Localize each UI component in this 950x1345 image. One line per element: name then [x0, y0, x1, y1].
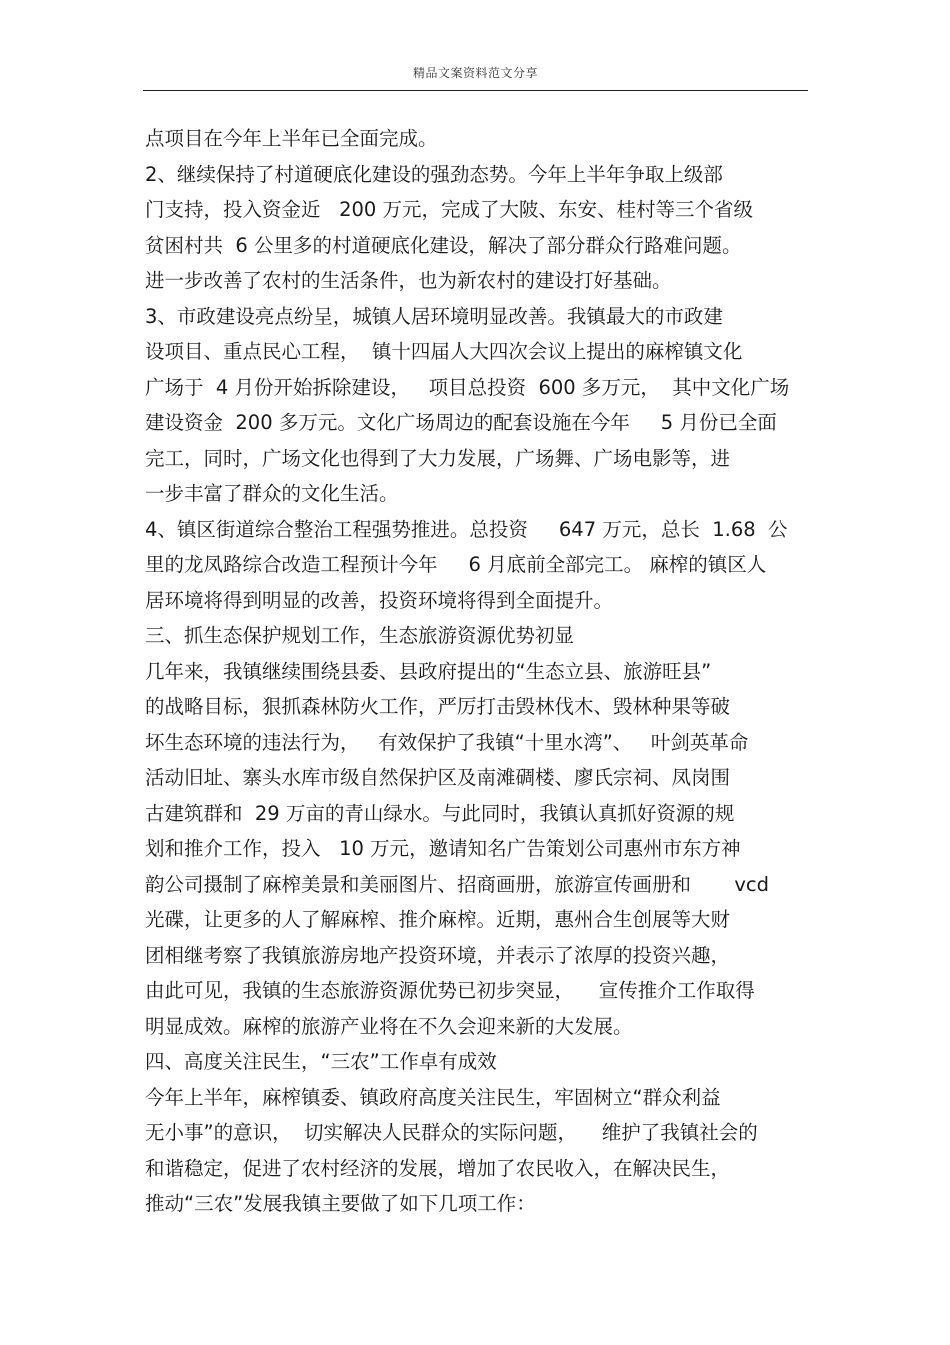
text-line: 推动“三农”发展我镇主要做了如下几项工作： [145, 1192, 536, 1215]
text-line: 活动旧址、寨头水库市级自然保护区及南滩碉楼、廖氏宗祠、凤岗围 [145, 766, 731, 789]
text-line: 门支持，投入资金近 200 万元，完成了大陂、东安、桂村等三个省级 [145, 198, 754, 221]
text-line: 建设资金 200 多万元。文化广场周边的配套设施在今年 5 月份已全面 [145, 411, 777, 434]
document-body [145, 121, 813, 1222]
text-line: 今年上半年，麻榨镇委、镇政府高度关注民生，牢固树立“群众利益 [145, 1085, 721, 1109]
text-line: 4、镇区街道综合整治工程强势推进。总投资 647 万元，总长 1.68 公 [145, 517, 788, 541]
text-line: 由此可见，我镇的生态旅游资源优势已初步突显， 宣传推介工作取得 [145, 979, 755, 1002]
text-line: 居环境将得到明显的改善，投资环境将得到全面提升。 [145, 588, 614, 612]
section-heading: 三、抓生态保护规划工作，生态旅游资源优势初显 [145, 624, 575, 647]
text-line: 团相继考察了我镇旅游房地产投资环境，并表示了浓厚的投资兴趣， [145, 943, 731, 967]
text-line: 点项目在今年上半年已全面完成。 [145, 127, 438, 150]
text-line: 广场于 4 月份开始拆除建设， 项目总投资 600 多万元， 其中文化广场 [145, 375, 790, 399]
text-line: 明显成效。麻榨的旅游产业将在不久会迎来新的大发展。 [145, 1014, 633, 1038]
text-line: 里的龙凤路综合改造工程预计今年 6 月底前全部完工。 麻榨的镇区人 [145, 553, 767, 576]
page-header: 精品文案资料范文分享 [412, 66, 538, 80]
header-divider [143, 90, 808, 91]
text-line: 和谐稳定，促进了农村经济的发展，增加了农民收入，在解决民生， [145, 1156, 731, 1180]
text-line: 贫困村共 6 公里多的村道硬底化建设，解决了部分群众行路难问题。 [145, 233, 742, 257]
text-line: 3、市政建设亮点纷呈，城镇人居环境明显改善。我镇最大的市政建 [145, 304, 723, 328]
text-line: 韵公司摄制了麻榨美景和美丽图片、招商画册，旅游宣传画册和 vcd [145, 872, 770, 896]
text-line: 坏生态环境的违法行为， 有效保护了我镇“十里水湾”、 叶剑英革命 [145, 730, 749, 754]
text-line: 进一步改善了农村的生活条件，也为新农村的建设打好基础。 [145, 269, 672, 292]
text-line: 无小事”的意识， 切实解决人民群众的实际问题， 维护了我镇社会的 [145, 1121, 758, 1144]
text-line: 一步丰富了群众的文化生活。 [145, 482, 399, 505]
text-line: 古建筑群和 29 万亩的青山绿水。与此同时，我镇认真抓好资源的规 [145, 801, 735, 825]
text-line: 完工，同时，广场文化也得到了大力发展，广场舞、广场电影等，进 [145, 446, 731, 470]
text-line: 划和推介工作，投入 10 万元，邀请知名广告策划公司惠州市东方神 [145, 837, 741, 860]
text-line: 几年来，我镇继续围绕县委、县政府提出的“生态立县、旅游旺县” [145, 659, 712, 683]
text-line: 光碟，让更多的人了解麻榨、推介麻榨。近期，惠州合生创展等大财 [145, 908, 731, 931]
text-line: 的战略目标，狠抓森林防火工作，严厉打击毁林伐木、毁林种果等破 [145, 695, 731, 718]
text-line: 设项目、重点民心工程， 镇十四届人大四次会议上提出的麻榨镇文化 [145, 340, 743, 363]
section-heading: 四、高度关注民生，“三农”工作卓有成效 [145, 1050, 497, 1073]
text-line: 2、继续保持了村道硬底化建设的强劲态势。今年上半年争取上级部 [145, 162, 723, 186]
